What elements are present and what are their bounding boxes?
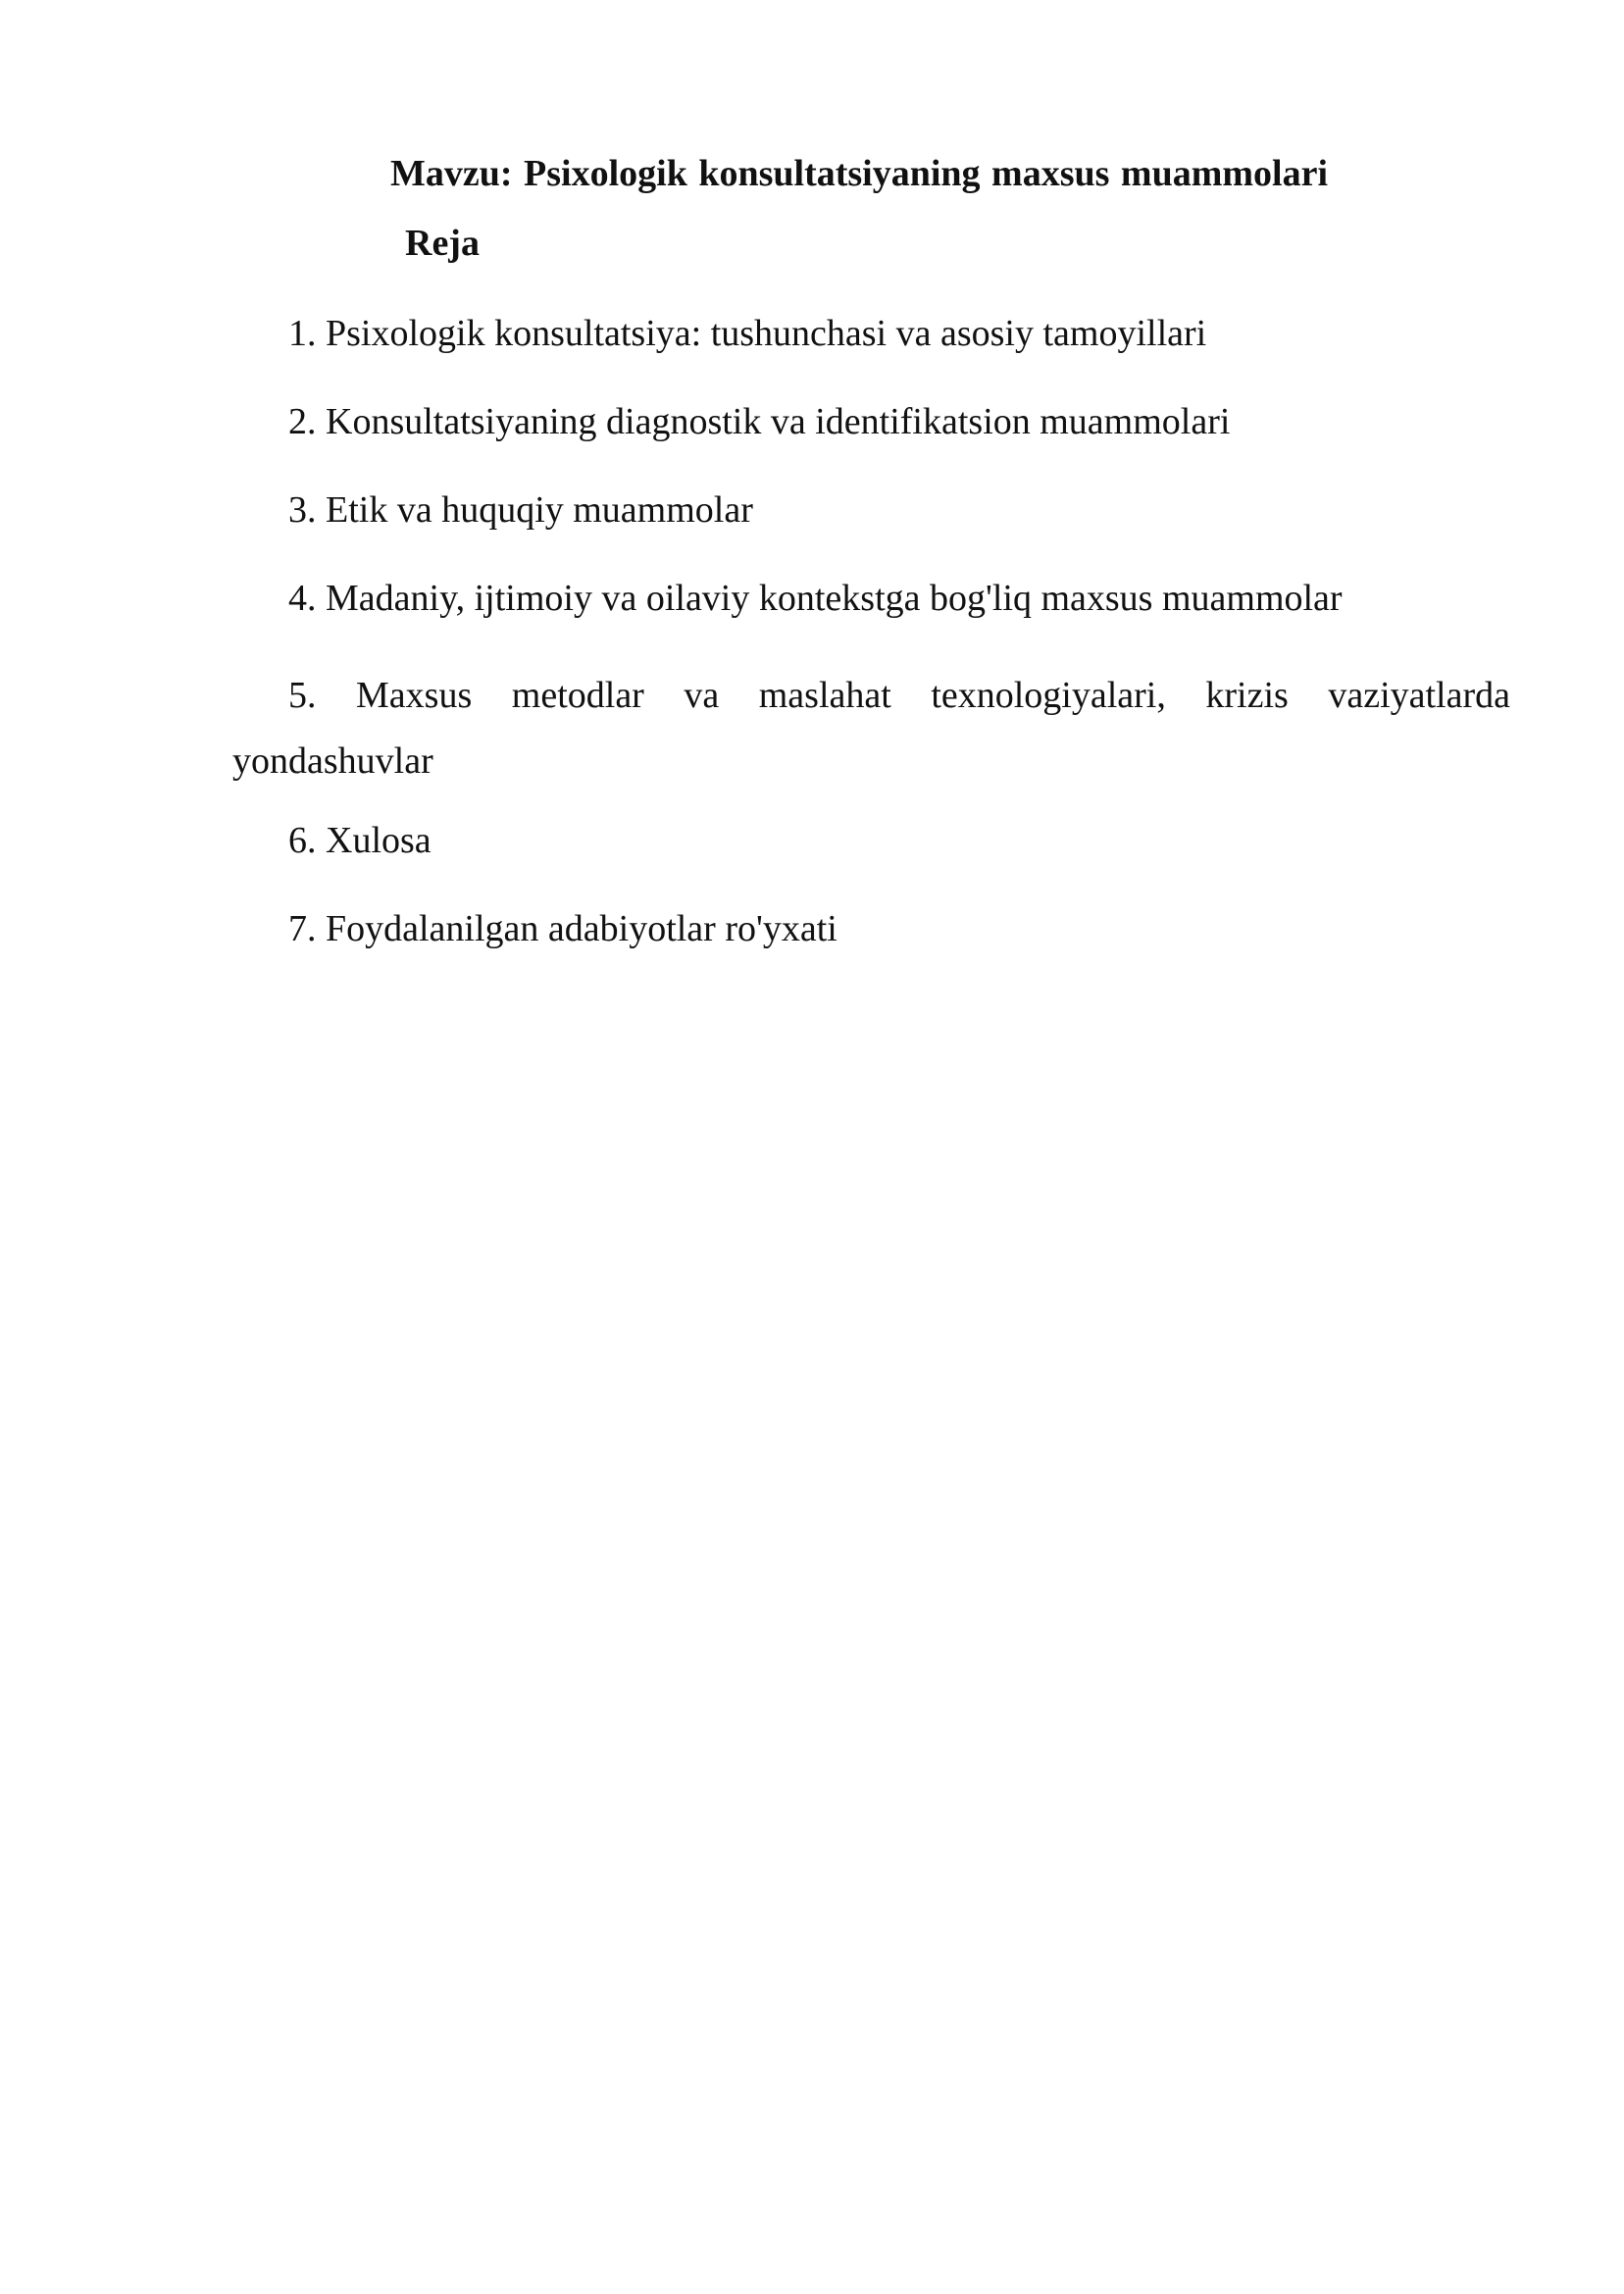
plan-item-3: 3. Etik va huquqiy muammolar: [288, 489, 753, 531]
plan-item-2: 2. Konsultatsiyaning diagnostik va identifikatsion muammolari: [288, 401, 1231, 442]
document-title: Mavzu: Psixologik konsultatsiyaning maxsus muammolari: [390, 153, 1328, 194]
plan-item-1: 1. Psixologik konsultatsiya: tushunchasi va asosiy tamoyillari: [288, 313, 1207, 354]
plan-item-5-line-1: 5. Maxsus metodlar va maslahat texnologiyalari, krizis vaziyatlarda: [288, 675, 1510, 716]
plan-item-5: [232, 663, 1510, 794]
plan-item-6: 6. Xulosa: [288, 820, 431, 861]
plan-item-4: 4. Madaniy, ijtimoiy va oilaviy kontekstga bog'liq maxsus muammolar: [288, 578, 1343, 619]
plan-item-5-line-2: yondashuvlar: [232, 740, 433, 782]
plan-heading: Reja: [405, 223, 480, 264]
plan-item-7: 7. Foydalanilgan adabiyotlar ro'yxati: [288, 908, 837, 949]
